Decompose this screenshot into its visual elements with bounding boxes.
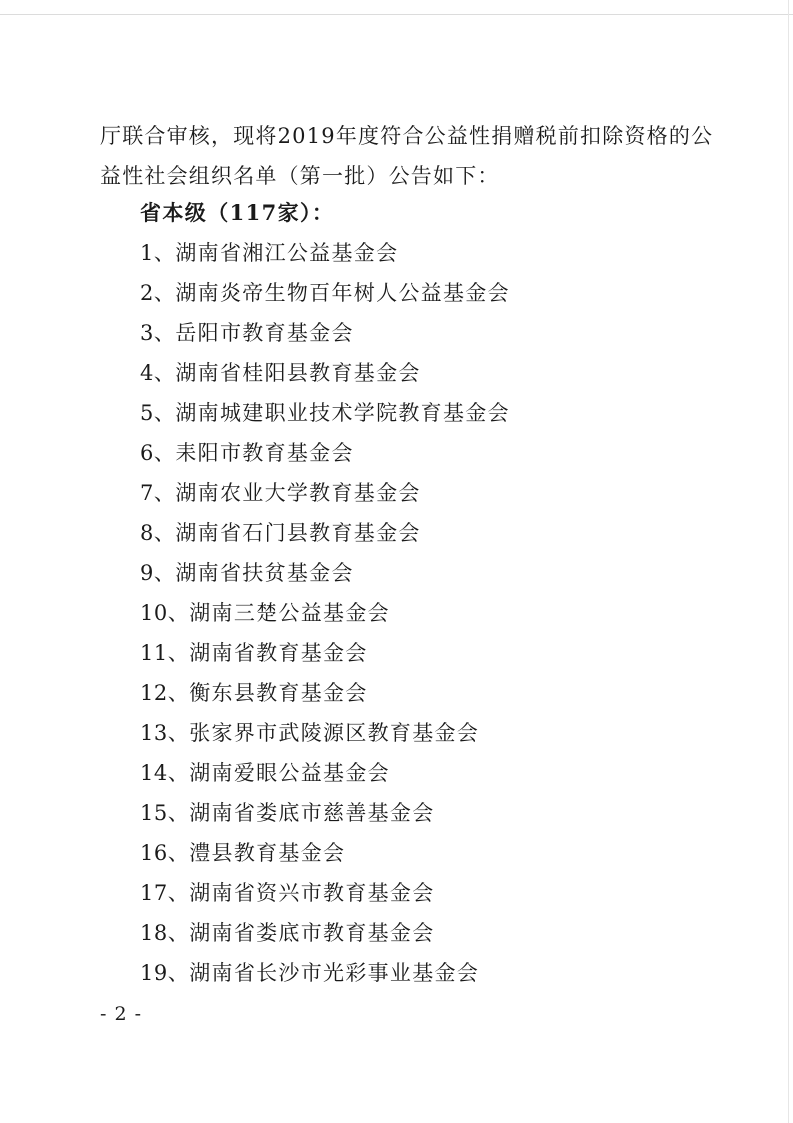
list-item-name: 湖南省教育基金会 [189, 641, 368, 665]
list-item-name: 澧县教育基金会 [189, 841, 346, 865]
list-item [140, 598, 510, 638]
list-item [140, 278, 510, 318]
list-item-number: 17、 [140, 881, 190, 905]
intro-line-2: 益性社会组织名单（第一批）公告如下： [100, 164, 500, 188]
intro-paragraph [100, 116, 714, 196]
list-item-number: 11、 [140, 641, 190, 665]
page-number: - 2 - [100, 1003, 143, 1025]
section-heading: 省本级（117家）： [140, 200, 335, 225]
list-item [140, 558, 510, 598]
list-item [140, 718, 510, 758]
list-item-number: 12、 [140, 681, 190, 705]
list-item-number: 6、 [140, 441, 176, 465]
list-item-number: 2、 [140, 281, 176, 305]
list-item-number: 8、 [140, 521, 176, 545]
list-item-name: 湖南爱眼公益基金会 [189, 761, 390, 785]
list-item-name: 湖南省桂阳县教育基金会 [175, 361, 421, 385]
list-item-number: 3、 [140, 321, 176, 345]
list-item-number: 18、 [140, 921, 190, 945]
list-item [140, 798, 510, 838]
list-item [140, 958, 510, 998]
scan-edge-top [0, 14, 793, 15]
list-item-number: 16、 [140, 841, 190, 865]
list-item-number: 5、 [140, 401, 176, 425]
list-item-number: 7、 [140, 481, 176, 505]
list-item [140, 678, 510, 718]
list-item-number: 4、 [140, 361, 176, 385]
list-item-name: 湖南省资兴市教育基金会 [189, 881, 435, 905]
list-item-number: 10、 [140, 601, 190, 625]
list-item-name: 湖南省湘江公益基金会 [175, 241, 399, 265]
list-item-number: 9、 [140, 561, 176, 585]
list-item-name: 湖南省娄底市教育基金会 [189, 921, 435, 945]
list-item [140, 438, 510, 478]
list-item-number: 14、 [140, 761, 190, 785]
list-item-name: 湖南省长沙市光彩事业基金会 [189, 961, 480, 985]
list-item-name: 耒阳市教育基金会 [175, 441, 354, 465]
list-item [140, 318, 510, 358]
list-item-name: 湖南城建职业技术学院教育基金会 [175, 401, 510, 425]
list-item-name: 张家界市武陵源区教育基金会 [189, 721, 480, 745]
list-item [140, 878, 510, 918]
list-item-number: 15、 [140, 801, 190, 825]
list-item [140, 358, 510, 398]
list-item [140, 638, 510, 678]
list-item-name: 湖南省扶贫基金会 [175, 561, 354, 585]
intro-line-1: 厅联合审核，现将2019年度符合公益性捐赠税前扣除资格的公 [100, 124, 714, 148]
list-item-name: 岳阳市教育基金会 [175, 321, 354, 345]
list-item-name: 湖南三楚公益基金会 [189, 601, 390, 625]
organization-list [140, 238, 510, 998]
list-item-number: 1、 [140, 241, 176, 265]
list-item [140, 478, 510, 518]
list-item-name: 湖南炎帝生物百年树人公益基金会 [175, 281, 510, 305]
list-item-name: 衡东县教育基金会 [189, 681, 368, 705]
list-item-number: 19、 [140, 961, 190, 985]
list-item-number: 13、 [140, 721, 190, 745]
list-item-name: 湖南省娄底市慈善基金会 [189, 801, 435, 825]
list-item [140, 838, 510, 878]
list-item [140, 398, 510, 438]
list-item-name: 湖南农业大学教育基金会 [175, 481, 421, 505]
list-item [140, 238, 510, 278]
list-item-name: 湖南省石门县教育基金会 [175, 521, 421, 545]
list-item [140, 518, 510, 558]
scan-edge-right [788, 0, 789, 1123]
list-item [140, 758, 510, 798]
list-item [140, 918, 510, 958]
